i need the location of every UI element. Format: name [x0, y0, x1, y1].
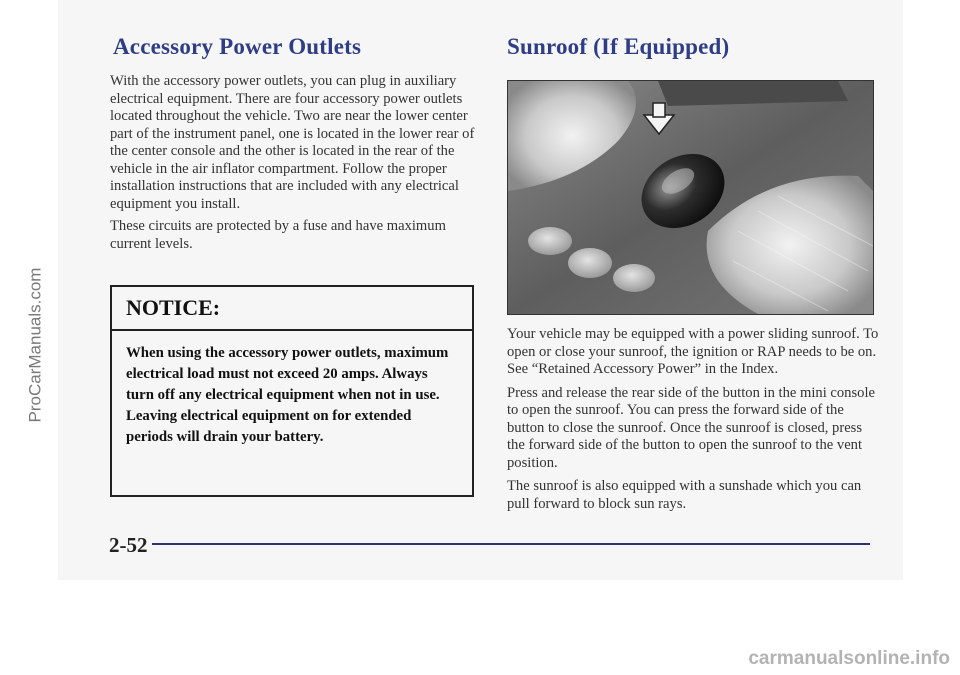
notice-title: NOTICE:	[112, 287, 472, 331]
notice-text: When using the accessory power outlets, maximum electrical load must not exceed 20 amps. Always turn off any electrical equipment when not in use. Leaving electrical equipment on for extended periods will drain your battery.	[126, 345, 449, 445]
sunroof-paragraph-3: The sunroof is also equipped with a sunshade which you can pull forward to block sun rays.	[507, 478, 862, 512]
sunroof-text-block	[507, 326, 879, 513]
accessory-outlets-heading: Accessory Power Outlets	[113, 34, 362, 59]
sunroof-paragraph-2: Press and release the rear side of the button in the mini console to open the sunroof. You can press the forward side of the button to close the sunroof. Once the sunroof is closed, press the forward side of the button to open the sunroof to the vent position.	[507, 384, 875, 471]
accessory-outlets-paragraph-2: These circuits are protected by a fuse and have maximum current levels.	[110, 218, 446, 252]
footer-rule	[152, 543, 870, 545]
left-column	[110, 34, 480, 445]
right-column	[480, 34, 879, 512]
sunroof-heading: Sunroof (If Equipped)	[507, 34, 730, 59]
page-number: 2-52	[109, 533, 148, 557]
side-watermark-text: ProCarManuals.com	[25, 267, 45, 423]
notice-box	[110, 285, 474, 497]
accessory-outlets-paragraph-1: With the accessory power outlets, you can plug in auxiliary electrical equipment. There are four accessory power outlets located throughout the vehicle. Two are near the lower center part of the instrument panel, one is located in the lower rear of the center console and the other is located in the rear of the vehicle in the air inflator compartment. Follow the proper installation instructions that are included with any electrical equipment you install.	[110, 73, 475, 212]
side-watermark	[24, 175, 46, 515]
bottom-watermark: carmanualsonline.info	[748, 648, 950, 669]
sunroof-paragraph-1: Your vehicle may be equipped with a power sliding sunroof. To open or close your sunroof, the ignition or RAP needs to be on. See “Retained Accessory Power” in the Index.	[507, 326, 879, 377]
sunroof-console-photo	[507, 80, 874, 315]
sunroof-console-illustration	[508, 81, 873, 314]
